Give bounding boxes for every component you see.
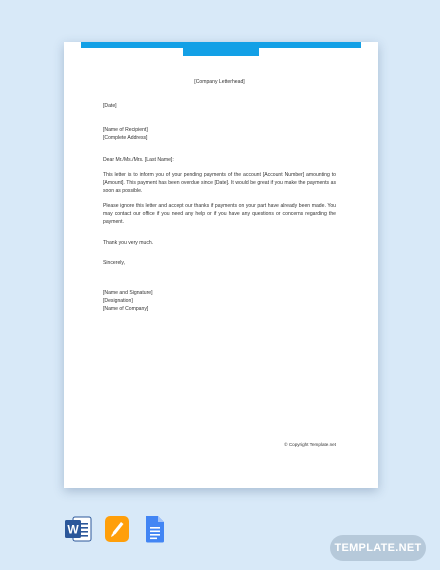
letterhead: [Company Letterhead] — [194, 79, 245, 85]
google-docs-icon[interactable] — [144, 514, 166, 544]
signature-company: [Name of Company] — [103, 306, 149, 312]
recipient-name: [Name of Recipient] — [103, 127, 148, 133]
letter-body — [103, 78, 336, 313]
salutation: Dear Mr./Ms./Mrs. [Last Name]: — [103, 157, 174, 163]
thanks-line: Thank you very much. — [103, 240, 154, 246]
word-icon-letter: W — [67, 522, 79, 537]
signature-name: [Name and Signature] — [103, 290, 153, 296]
word-icon[interactable] — [64, 514, 92, 544]
letter-page — [64, 42, 378, 488]
copyright-text: © Copyright Template.net — [284, 442, 336, 447]
closing-line: Sincerely, — [103, 260, 125, 266]
signature-designation: [Designation] — [103, 298, 133, 304]
recipient-address: [Complete Address] — [103, 135, 148, 141]
body-paragraph-2: Please ignore this letter and accept our thanks if payments on your part have already been made. You may contact our office if you need any help or if you have any questions or concerns regarding the payment. — [103, 203, 336, 225]
template-net-logo[interactable]: TEMPLATE.NET — [330, 535, 426, 561]
body-paragraph-1: This letter is to inform you of your pending payments of the account [Account Number] amounting to [Amount]. This payment has been overdue since [Date]. It would be great if you make the payments as soon as possible. — [103, 172, 336, 194]
letter-date: [Date] — [103, 103, 117, 109]
header-accent-tab — [183, 48, 259, 56]
pages-icon[interactable] — [104, 514, 130, 544]
